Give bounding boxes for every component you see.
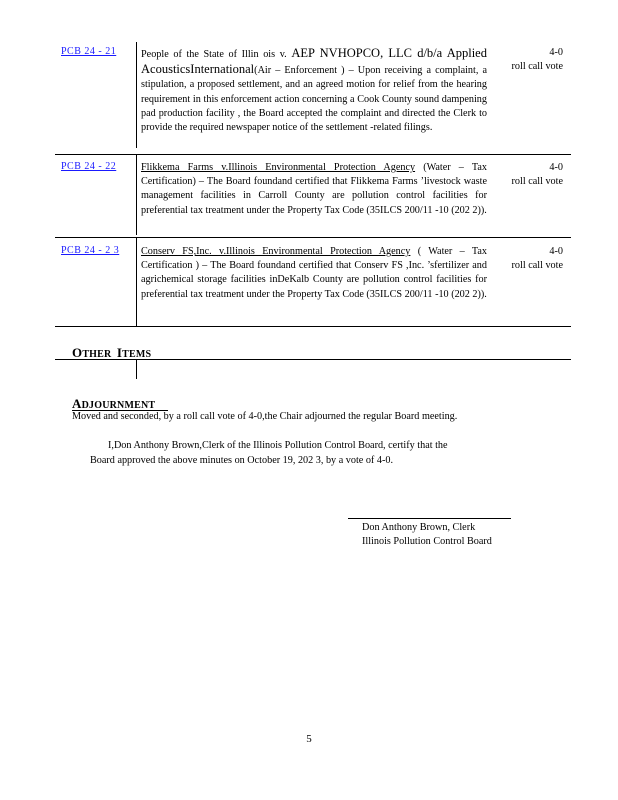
docket-link[interactable]: PCB 24 - 2 3 bbox=[61, 245, 120, 256]
case-row bbox=[55, 245, 571, 325]
vote-count: 4-0 bbox=[549, 47, 563, 58]
vote-count: 4-0 bbox=[549, 246, 563, 257]
signature-org: Illinois Pollution Control Board bbox=[362, 536, 492, 547]
docket-link[interactable]: PCB 24 - 22 bbox=[61, 161, 117, 172]
certification-line-1: I,Don Anthony Brown,Clerk of the Illinois Pollution Control Board, certify that the bbox=[108, 440, 448, 451]
vote-count: 4-0 bbox=[549, 162, 563, 173]
column-divider bbox=[136, 42, 137, 148]
case-title: Conserv FS,Inc. v.Illinois Environmental Protection Agency bbox=[141, 246, 411, 257]
vote-cell bbox=[493, 46, 563, 74]
vote-cell bbox=[493, 161, 563, 189]
certification-line-2: Board approved the above minutes on October 19, 202 3, by a vote of 4-0. bbox=[90, 455, 394, 466]
case-row bbox=[55, 161, 571, 233]
docket-link[interactable]: PCB 24 - 21 bbox=[61, 46, 117, 57]
case-title: Flikkema Farms v.Illinois Environmental Protection Agency bbox=[141, 162, 416, 173]
case-description bbox=[141, 46, 487, 135]
case-summary: (Water – Tax Certification) – The Board foundand certified that Flikkema Farms ’livestock waste management facilities in Carroll County are pollution control facilities for preferential tax treatment under the Property Tax Code (35ILCS 200/11 -10 (202 2)). bbox=[141, 162, 487, 216]
column-divider bbox=[136, 238, 137, 326]
vote-type: roll call vote bbox=[511, 260, 563, 272]
column-divider bbox=[136, 359, 137, 379]
case-title: People of the State of Illin ois v. bbox=[141, 49, 292, 60]
vote-type: roll call vote bbox=[511, 61, 563, 73]
adjournment-text: Moved and seconded, by a roll call vote of 4-0,the Chair adjourned the regular Board meeting. bbox=[72, 411, 458, 422]
adjournment-heading: ADJOURNMENT bbox=[72, 396, 156, 411]
other-items-heading: OTHER ITEMS bbox=[72, 345, 152, 360]
row-divider bbox=[55, 237, 571, 238]
case-description bbox=[141, 245, 487, 302]
case-title-party: AEP NVHOPCO, LLC d/b/a Applied AcousticsInternational bbox=[141, 46, 487, 77]
row-divider bbox=[55, 326, 571, 327]
case-description bbox=[141, 161, 487, 218]
case-row bbox=[55, 46, 571, 148]
case-summary: ( Water – Tax Certification ) – The Board foundand certified that Conserv FS ,Inc. ’sfertilizer and agrichemical storage facilities inDeKalb County are pollution control facilities for preferential tax treatment under the Property Tax Code (35ILCS 200/11 -10 (202 2)). bbox=[141, 246, 487, 300]
signature-name: Don Anthony Brown, Clerk bbox=[362, 522, 476, 533]
row-divider bbox=[55, 154, 571, 155]
section-divider bbox=[55, 359, 571, 360]
vote-type: roll call vote bbox=[511, 176, 563, 188]
signature-line bbox=[348, 518, 511, 519]
case-summary: (Air – Enforcement ) – Upon receiving a complaint, a stipulation, a proposed settlement, and an agreed motion for relief from the hearing requirement in this enforcement action concerning a Cook County sound dampening pad production facility , the Board accepted the complaint and directed the Clerk to provide the required newspaper notice of the settlement -related filings. bbox=[141, 65, 487, 134]
page-number: 5 bbox=[306, 733, 312, 745]
vote-cell bbox=[493, 245, 563, 273]
column-divider bbox=[136, 154, 137, 235]
